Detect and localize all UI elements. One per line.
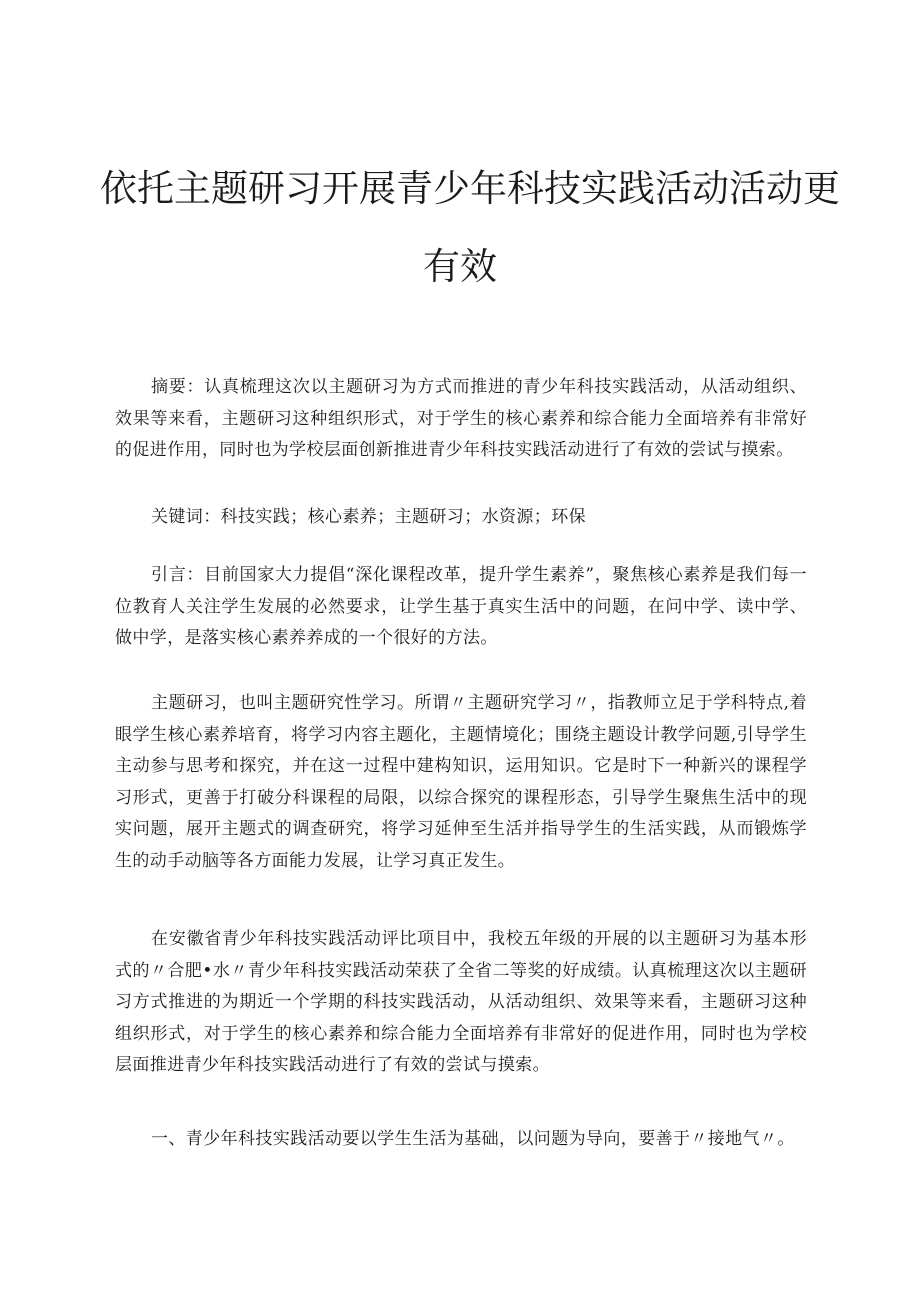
- introduction-paragraph: 引言：目前国家大力提倡“深化课程改革，提升学生素养”，聚焦核心素养是我们每一位教育人关注学生发展的必然要求，让学生基于真实生活中的问题，在问中学、读中学、做中学，是落实核心素养养成的一个很好的方法。: [115, 565, 807, 648]
- definition-paragraph: 主题研习，也叫主题研究性学习。所谓〃主题研究学习〃，指教师立足于学科特点,着眼学生核心素养培育，将学习内容主题化，主题情境化；围绕主题设计教学问题,引导学生主动参与思考和探究，并在这一过程中建构知识，运用知识。它是时下一种新兴的课程学习形式，更善于打破分科课程的局限，以综合探究的课程形态，引导学生聚焦生活中的现实问题，展开主题式的调查研究，将学习延伸至生活并指导学生的生活实践，从而锻炼学生的动手动脑等各方面能力发展，让学习真正发生。: [115, 693, 807, 871]
- title-line-1: 依托主题研习开展青少年科技实践活动活动更: [100, 167, 840, 210]
- context-paragraph: 在安徽省青少年科技实践活动评比项目中，我校五年级的开展的以主题研习为基本形式的〃合肥•水〃青少年科技实践活动荣获了全省二等奖的好成绩。认真梳理这次以主题研习方式推进的为期近一个学期的科技实践活动，从活动组织、效果等来看，主题研习这种组织形式，对于学生的核心素养和综合能力全面培养有非常好的促进作用，同时也为学校层面推进青少年科技实践活动进行了有效的尝试与摸索。: [115, 929, 807, 1075]
- title-line-2: 有效: [423, 245, 497, 288]
- document-title: [100, 150, 840, 306]
- keywords-paragraph: 关键词：科技实践；核心素养；主题研习；水资源；环保: [151, 507, 586, 527]
- section-1-heading: 一、青少年科技实践活动要以学生生活为基础，以问题为导向，要善于〃接地气〃。: [151, 1129, 795, 1149]
- abstract-paragraph: 摘要：认真梳理这次以主题研习为方式而推进的青少年科技实践活动，从活动组织、效果等来看，主题研习这种组织形式，对于学生的核心素养和综合能力全面培养有非常好的促进作用，同时也为学校层面创新推进青少年科技实践活动进行了有效的尝试与摸索。: [115, 377, 807, 460]
